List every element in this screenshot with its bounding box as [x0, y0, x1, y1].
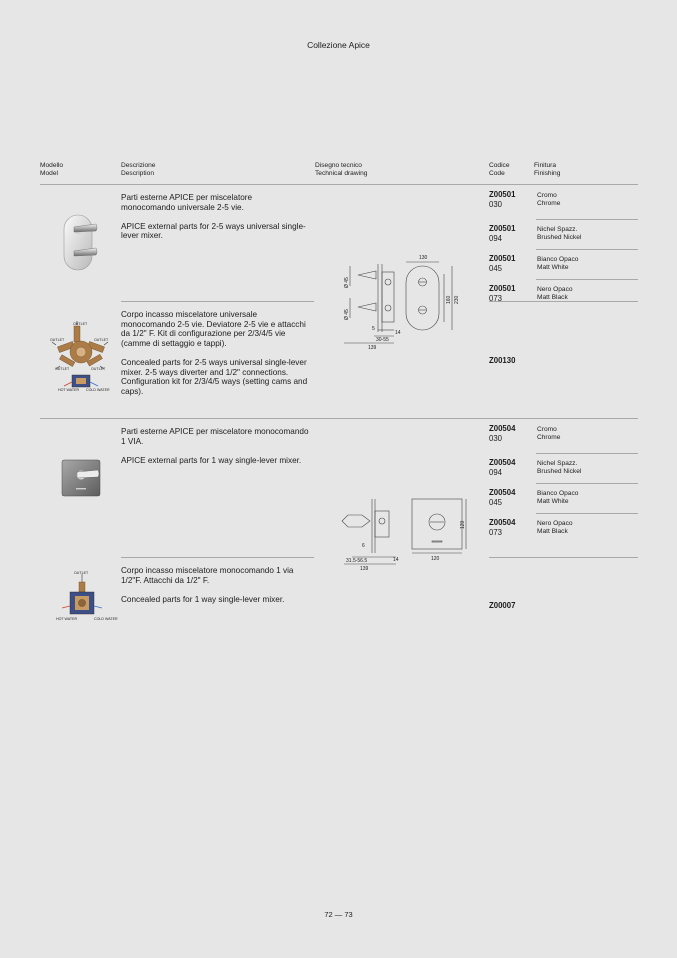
header-finish: Finitura Finishing	[534, 162, 561, 178]
variant-row: Z00504 094 Nichel Spazz. Brushed Nickel	[489, 458, 582, 477]
dim-range: 31.5-56.5	[346, 558, 368, 564]
dim-height-outer: 230	[454, 295, 460, 304]
header-model: Modello Model	[40, 162, 64, 178]
dim-height-inner: 160	[446, 295, 452, 304]
technical-drawing-section1	[340, 252, 464, 352]
dim-depth: 139	[360, 566, 369, 572]
section2-external-description: Parti esterne APICE per miscelatore monocomando 1 VIA. APICE external parts for 1 way single-lever mixer.	[121, 427, 309, 465]
header-divider	[40, 184, 638, 185]
dim-diameter-top: Ø 45	[344, 277, 350, 288]
section1-external-description: Parti esterne APICE per miscelatore monocomando universale 2-5 vie. APICE external parts for 2-5 ways universal single-lever mixer.	[121, 193, 306, 241]
dim-top-width: 130	[419, 255, 428, 261]
section-divider	[40, 418, 638, 419]
page-number: 72 — 73	[324, 910, 353, 919]
variant-row: Z00501 073 Nero Opaco Matt Black	[489, 284, 573, 303]
outlet-label-left: OUTLET	[50, 338, 65, 342]
outlet-label-right: OUTLET	[94, 338, 109, 342]
product-image-square-plate	[60, 458, 102, 498]
outlet-label: OUTLET	[74, 571, 89, 575]
product-image-oval-plate	[58, 213, 106, 273]
hot-water-label: HOT WATER	[58, 388, 80, 392]
dim-width: 120	[431, 556, 440, 562]
dim-5: 5	[372, 326, 375, 332]
dim-diameter-bottom: Ø 45	[344, 309, 350, 320]
dim-range: 30-55	[376, 337, 389, 343]
variant-row: Z00501 094 Nichel Spazz. Brushed Nickel	[489, 224, 582, 243]
section1-description-divider	[121, 301, 314, 302]
section2-description-divider	[121, 557, 314, 558]
dim-14: 14	[393, 557, 399, 563]
section1-concealed-description: Corpo incasso miscelatore universale monocomando 2-5 vie. Deviatore 2-5 vie e attacchi da 1/2" F. Kit di configurazione per 2/3/4/5 vie (camme di settaggio e tappi). Concealed parts for 2-5 ways universal single-lever mixer. 2-5 ways diverter and 1/2" connections. Configuration kit for 2/3/4/5 ways (setting cams and caps).	[121, 310, 308, 396]
variant-row: Z00504 030 Cromo Chrome	[489, 424, 561, 443]
section1-concealed-code: Z00130	[489, 356, 516, 365]
variant-row: Z00501 045 Bianco Opaco Matt White	[489, 254, 579, 273]
concealed-valve-diagram-1-way	[52, 568, 118, 628]
dim-14: 14	[395, 330, 401, 336]
hot-water-label: HOT WATER	[56, 617, 78, 621]
section1-variant-list	[489, 190, 638, 308]
concealed-valve-diagram-2-5-ways	[50, 320, 112, 398]
variant-row: Z00504 073 Nero Opaco Matt Black	[489, 518, 573, 537]
variant-row: Z00504 045 Bianco Opaco Matt White	[489, 488, 579, 507]
section2-code-divider	[489, 557, 638, 558]
header-drawing: Disegno tecnico Technical drawing	[315, 162, 368, 178]
technical-drawing-section2	[340, 495, 470, 575]
outlet-label-lower-left: OUTLET	[55, 367, 70, 371]
outlet-label-top: OUTLET	[73, 322, 88, 326]
variant-row: Z00501 030 Cromo Chrome	[489, 190, 561, 209]
dim-depth: 139	[368, 345, 377, 351]
cold-water-label: COLD WATER	[86, 388, 110, 392]
section2-variant-list	[489, 424, 638, 542]
header-description: Descrizione Description	[121, 162, 156, 178]
page-title: Collezione Apice	[307, 40, 370, 50]
dim-6: 6	[362, 543, 365, 549]
section2-concealed-code: Z00007	[489, 601, 516, 610]
dim-height: 120	[460, 520, 466, 529]
outlet-label-lower-right: OUTLET	[91, 367, 106, 371]
cold-water-label: COLD WATER	[94, 617, 118, 621]
section1-code-divider	[489, 301, 638, 302]
section2-concealed-description: Corpo incasso miscelatore monocomando 1 via 1/2"F. Attacchi da 1/2" F. Concealed parts for 1 way single-lever mixer.	[121, 566, 294, 604]
header-code: Codice Code	[489, 162, 510, 178]
